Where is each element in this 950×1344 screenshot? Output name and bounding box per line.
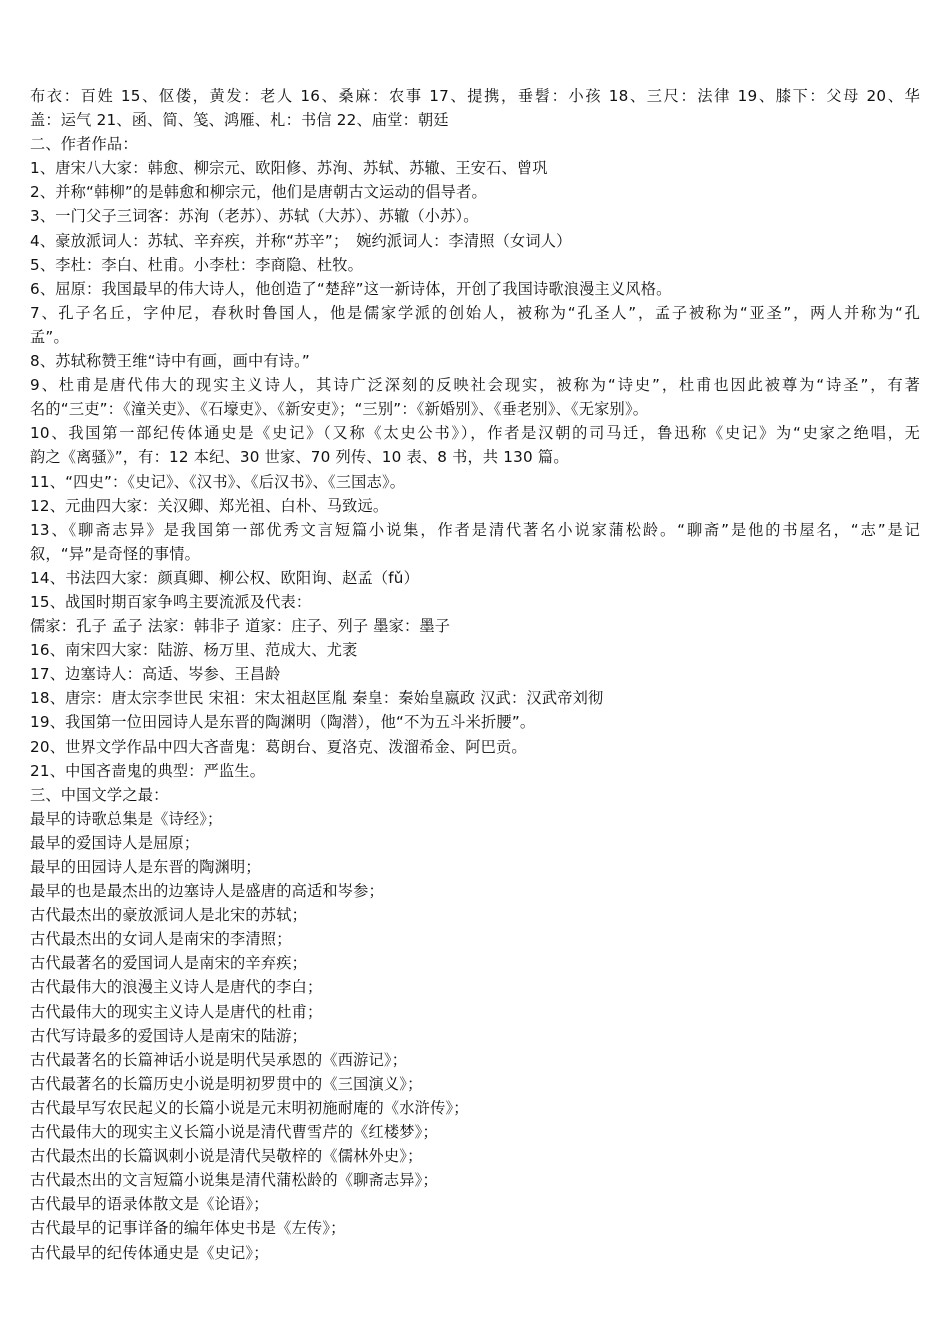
text-line: 8、苏轼称赞王维“诗中有画，画中有诗。” (30, 352, 310, 371)
text-line: 14、书法四大家：颜真卿、柳公权、欧阳询、赵孟（fǔ） (30, 568, 420, 587)
text-line: 5、李杜：李白、杜甫。小李杜：李商隐、杜牧。 (30, 255, 364, 274)
text-line: 盖：运气 21、函、简、笺、鸿雁、札：书信 22、庙堂：朝廷 (30, 111, 449, 130)
text-line: 18、唐宗：唐太宗李世民 宋祖：宋太祖赵匡胤 秦皇：秦始皇嬴政 汉武：汉武帝刘彻 (30, 689, 604, 708)
text-line: 7、孔子名丘，字仲尼，春秋时鲁国人，他是儒家学派的创始人，被称为“孔圣人”，孟子被称为“亚圣”，两人并称为“孔 (30, 303, 920, 322)
text-line: 12、元曲四大家：关汉卿、郑光祖、白朴、马致远。 (30, 496, 389, 515)
text-line: 1、唐宋八大家：韩愈、柳宗元、欧阳修、苏洵、苏轼、苏辙、王安石、曾巩 (30, 159, 548, 178)
document-page (30, 84, 920, 1265)
text-line: 古代最杰出的豪放派词人是北宋的苏轼； (30, 906, 307, 925)
text-line: 9、杜甫是唐代伟大的现实主义诗人，其诗广泛深刻的反映社会现实，被称为“诗史”，杜甫也因此被尊为“诗圣”，有著 (30, 376, 920, 395)
text-line: 儒家：孔子 孟子 法家：韩非子 道家：庄子、列子 墨家：墨子 (30, 617, 451, 636)
text-line: 最早的诗歌总集是《诗经》； (30, 809, 223, 828)
text-line: 最早的爱国诗人是屈原； (30, 833, 200, 852)
text-line: 韵之《离骚》”，有：12 本纪、30 世家、70 列传、10 表、8 书，共 130 篇。 (30, 448, 569, 467)
text-line: 名的“三吏”：《潼关吏》、《石壕吏》、《新安吏》；“三别”：《新婚别》、《垂老别》、《无家别》。 (30, 400, 649, 419)
text-line: 21、中国吝啬鬼的典型：严监生。 (30, 761, 266, 780)
text-line: 三、中国文学之最： (30, 785, 169, 804)
text-line: 最早的也是最杰出的边塞诗人是盛唐的高适和岑参； (30, 882, 384, 901)
text-line: 13、《聊斋志异》是我国第一部优秀文言短篇小说集，作者是清代著名小说家蒲松龄。“聊斋”是他的书屋名，“志”是记 (30, 520, 920, 539)
text-line: 15、战国时期百家争鸣主要流派及代表： (30, 592, 312, 611)
text-line: 古代最杰出的女词人是南宋的李清照； (30, 930, 292, 949)
text-line: 古代最早的纪传体通史是《史记》； (30, 1243, 269, 1262)
text-line: 二、作者作品： (30, 135, 138, 154)
text-line: 古代最杰出的文言短篇小说集是清代蒲松龄的《聊斋志异》； (30, 1171, 438, 1190)
text-line: 20、世界文学作品中四大吝啬鬼：葛朗台、夏洛克、泼溜希金、阿巴贡。 (30, 737, 527, 756)
text-line: 古代最伟大的浪漫主义诗人是唐代的李白； (30, 978, 323, 997)
text-line: 11、“四史”：《史记》、《汉书》、《后汉书》、《三国志》。 (30, 472, 406, 491)
text-line: 古代最早的记事详备的编年体史书是《左传》； (30, 1219, 346, 1238)
text-line: 古代最伟大的现实主义诗人是唐代的杜甫； (30, 1002, 323, 1021)
text-line: 6、屈原：我国最早的伟大诗人，他创造了“楚辞”这一新诗体，开创了我国诗歌浪漫主义风格。 (30, 279, 672, 298)
text-line: 古代最早写农民起义的长篇小说是元末明初施耐庵的《水浒传》； (30, 1098, 469, 1117)
text-line: 古代写诗最多的爱国诗人是南宋的陆游； (30, 1026, 307, 1045)
text-line: 16、南宋四大家：陆游、杨万里、范成大、尤袤 (30, 641, 358, 660)
text-line: 19、我国第一位田园诗人是东晋的陶渊明（陶潜），他“不为五斗米折腰”。 (30, 713, 536, 732)
text-line: 叙，“异”是奇怪的事情。 (30, 544, 201, 563)
text-line: 古代最伟大的现实主义长篇小说是清代曹雪芹的《红楼梦》； (30, 1123, 438, 1142)
text-line: 古代最著名的爱国词人是南宋的辛弃疾； (30, 954, 307, 973)
text-line: 4、豪放派词人：苏轼、辛弃疾，并称“苏辛”； 婉约派词人：李清照（女词人） (30, 231, 572, 250)
text-line: 布衣：百姓 15、伛偻，黄发：老人 16、桑麻：农事 17、提携，垂髫：小孩 18、三尺：法律 19、膝下：父母 20、华 (30, 87, 920, 105)
text-line: 3、一门父子三词客：苏洵（老苏）、苏轼（大苏）、苏辙（小苏）。 (30, 207, 479, 226)
text-line: 2、并称“韩柳”的是韩愈和柳宗元，他们是唐朝古文运动的倡导者。 (30, 183, 487, 202)
text-line: 古代最杰出的长篇讽刺小说是清代吴敬梓的《儒林外史》； (30, 1147, 423, 1166)
text-line: 古代最著名的长篇神话小说是明代吴承恩的《西游记》； (30, 1050, 408, 1069)
text-line: 17、边塞诗人：高适、岑参、王昌龄 (30, 665, 281, 684)
text-line: 最早的田园诗人是东晋的陶渊明； (30, 858, 261, 876)
text-line: 古代最早的语录体散文是《论语》； (30, 1195, 269, 1214)
text-line: 孟”。 (30, 327, 69, 346)
text-line: 古代最著名的长篇历史小说是明初罗贯中的《三国演义》； (30, 1074, 423, 1093)
text-line: 10、我国第一部纪传体通史是《史记》（又称《太史公书》），作者是汉朝的司马迁，鲁迅称《史记》为“史家之绝唱，无 (30, 424, 920, 443)
